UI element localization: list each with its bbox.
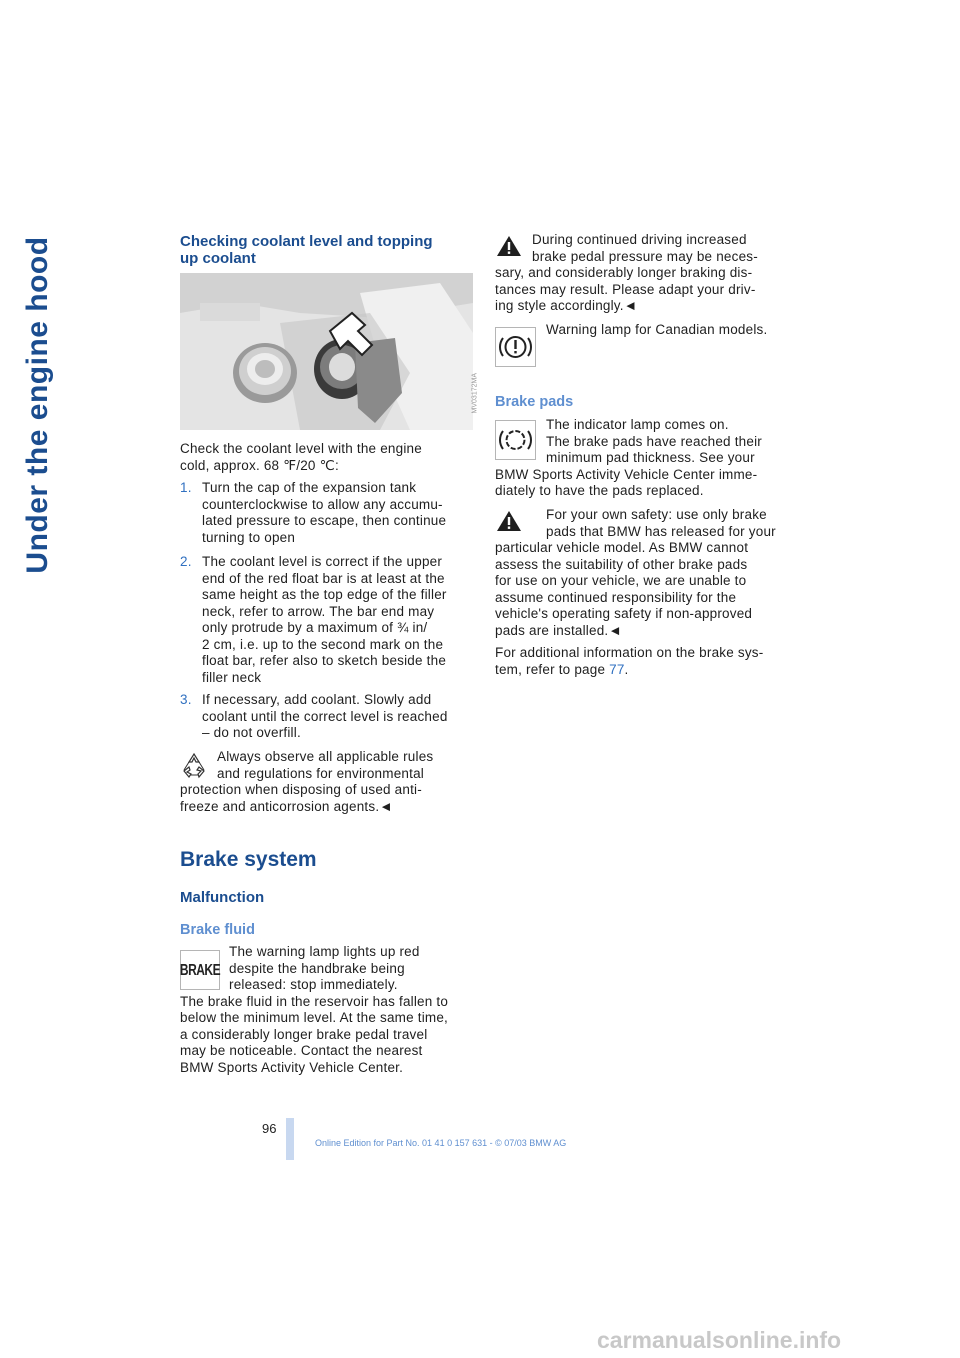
coolant-intro: Check the coolant level with the engine cold, approx. 68 ℉/20 ℃: [180, 441, 422, 473]
brake-pads-safety-warning: For your own safety: use only brake pads that BMW has released for your particular vehicle model. As BMW cannot assess the suitability of other brake pads for use on your vehicle, we are unable to assume continued responsibility for the vehicle's operating safety if non-approved pads are installed.◄ [495, 507, 776, 638]
brake-fluid-heading: Brake fluid [180, 922, 255, 938]
brake-pads-heading: Brake pads [495, 394, 574, 410]
brake-warning-lamp-icon: BRAKE [180, 950, 220, 990]
coolant-reservoir-photo [180, 273, 478, 430]
coolant-heading: Checking coolant level and topping up coolant [180, 233, 433, 267]
brake-pads-text: The indicator lamp comes on. The brake pads have reached their minimum pad thickness. See your BMW Sports Activity Vehicle Center imme- diately to have the pads replaced. [495, 417, 762, 498]
canadian-models-note: Warning lamp for Canadian models. [546, 322, 768, 337]
brake-more-info: For additional information on the brake sys- tem, refer to page 77. [495, 645, 764, 677]
brake-pressure-warning: During continued driving increased brake pedal pressure may be neces- sary, and considerably longer braking dis- tances may result. Please adapt your driv- ing style accordingly.◄ [495, 232, 758, 313]
canadian-warning-lamp-icon [495, 327, 536, 367]
brake-fluid-text: The warning lamp lights up red despite the handbrake being released: stop immediately. The brake fluid in the reservoir has fallen to below the minimum level. At the same time, a considerably longer brake pedal travel may be noticeable. Contact the nearest BMW Sports Activity Vehicle Center. [180, 944, 449, 1075]
page-number: 96 [262, 1121, 277, 1136]
brake-system-heading: Brake system [180, 848, 317, 871]
site-watermark: carmanualsonline.info [597, 1327, 842, 1353]
malfunction-heading: Malfunction [180, 889, 265, 906]
footer-edition-text: Online Edition for Part No. 01 41 0 157 631 - © 07/03 BMW AG [315, 1138, 567, 1148]
photo-code: MV03172MA [471, 373, 478, 414]
page-77-link[interactable]: 77 [609, 661, 625, 677]
side-chapter-title: Under the engine hood [21, 236, 54, 574]
environment-note: Always observe all applicable rules and regulations for environmental protection when disposing of used anti- freeze and anticorrosion agents.◄ [180, 749, 434, 814]
footer-accent-bar [286, 1118, 294, 1160]
